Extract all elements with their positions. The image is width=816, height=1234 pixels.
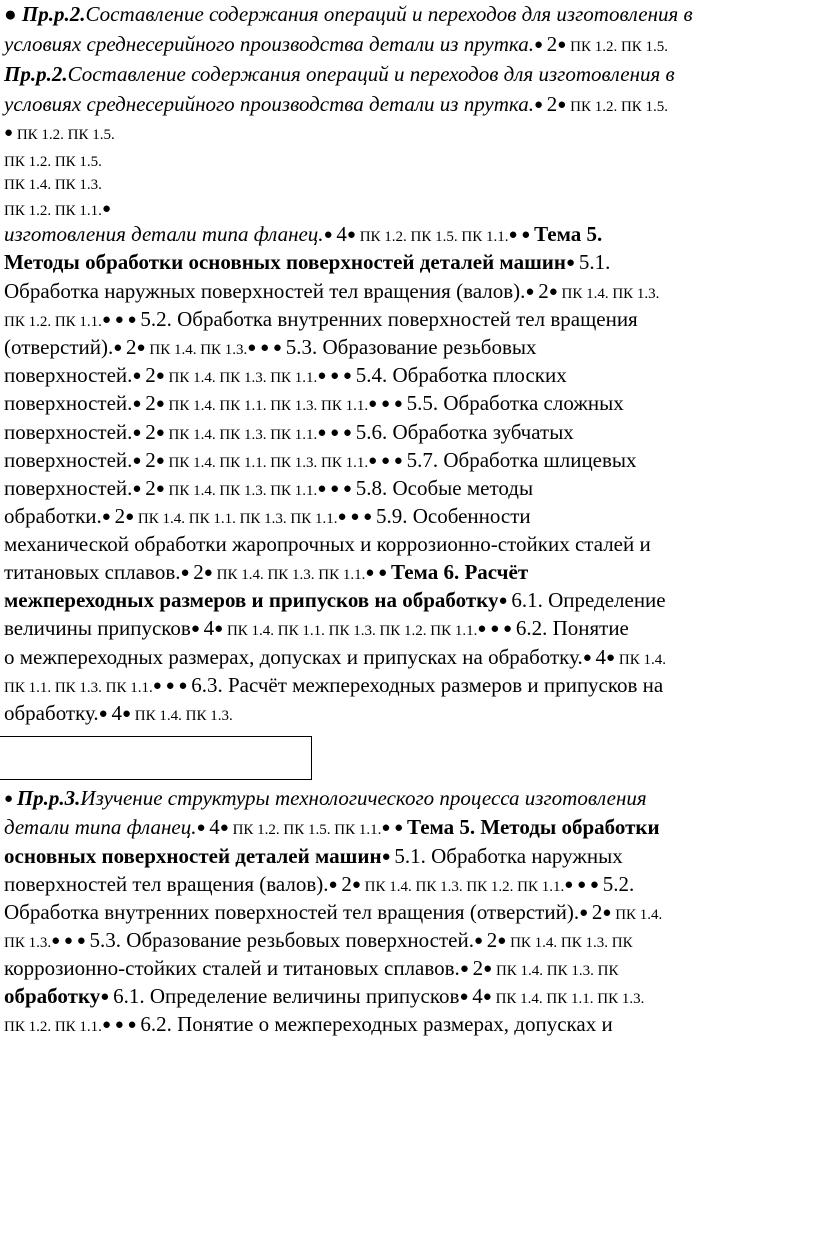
text-segment: 6.3. Расчёт межпереходных размеров и припусков на — [191, 673, 664, 697]
text-segment: 2 — [145, 391, 156, 415]
text-line — [4, 502, 531, 533]
bullet-icon: ● — [602, 905, 616, 921]
text-segment: 2 — [472, 956, 484, 980]
text-segment: Обработка внутренних поверхностей тел вращения (отверстий). — [4, 900, 580, 924]
text-segment: Методы обработки основных поверхностей деталей машин — [4, 250, 567, 274]
bullet-icon: ● — [579, 905, 592, 921]
text-segment: ПК 1.2. ПК 1.5. — [4, 154, 102, 170]
bullet-icon: ● — [100, 989, 114, 1005]
bullet-icon: ● — [557, 97, 571, 113]
text-segment: 5.3. Образование резьбовых поверхностей. — [89, 928, 474, 952]
bullet-icon: ● — [459, 961, 473, 977]
text-segment: ПК 1.2. ПК 1.5. — [570, 99, 669, 115]
text-line — [4, 90, 668, 121]
text-segment: межпереходных размеров и припусков на обработку — [4, 588, 499, 612]
bullet-icon: ● — [180, 565, 194, 581]
text-segment: ПК 1.4. ПК 1.3. ПК 1.1. — [168, 370, 318, 386]
text-segment: обработки. — [4, 504, 102, 528]
text-line — [4, 558, 528, 589]
text-line — [4, 614, 629, 645]
text-segment: 5.9. Особенности — [375, 504, 531, 528]
text-line — [4, 926, 633, 957]
bullet-icon: ● — [4, 125, 17, 141]
text-segment: ПК 1.4. ПК 1.3. — [134, 708, 233, 724]
text-segment: ПК 1.2. ПК 1.5. ПК 1.1. — [359, 229, 509, 245]
bullet-icon: ● ● ● — [317, 481, 356, 497]
text-segment: ПК 1.4. ПК 1.3. — [149, 342, 248, 358]
text-segment: 4 — [111, 701, 122, 725]
bullet-icon: ● — [155, 425, 169, 441]
text-segment: Тема 6. Расчёт — [391, 560, 529, 584]
text-segment: ПК 1.4. ПК 1.3. ПК 1.1. — [216, 567, 366, 583]
bullet-icon: ● — [473, 933, 487, 949]
text-line — [4, 446, 637, 477]
bullet-icon: ● — [482, 989, 496, 1005]
text-line — [4, 954, 618, 985]
text-line — [4, 277, 659, 308]
text-segment: ПК 1.2. ПК 1.1. — [4, 1019, 102, 1035]
text-segment: поверхностей. — [4, 363, 133, 387]
text-segment: 5.2. Обработка внутренних поверхностей тел вращения — [140, 307, 638, 331]
text-line — [4, 389, 624, 420]
bullet-icon: ● — [533, 37, 547, 53]
text-line — [4, 1010, 613, 1041]
text-segment: ПК 1.4. ПК 1.3. ПК 1.1. — [168, 427, 318, 443]
text-segment: титановых сплавов. — [4, 560, 181, 584]
bullet-icon: ● — [132, 368, 146, 384]
text-segment: 2 — [145, 448, 156, 472]
text-line — [4, 30, 668, 61]
bullet-icon: ● — [203, 565, 217, 581]
text-segment: обработку. — [4, 701, 99, 725]
text-segment: 5.7. Обработка шлицевых — [406, 448, 637, 472]
text-line — [4, 305, 638, 336]
empty-frame — [0, 736, 312, 780]
bullet-icon: ● ● ● — [337, 509, 376, 525]
text-line — [4, 474, 533, 505]
bullet-icon: ● — [196, 820, 210, 836]
text-segment: ПК 1.4. — [618, 652, 666, 668]
text-segment: 4 — [595, 645, 607, 669]
text-segment: ПК 1.4. ПК 1.1. ПК 1.3. ПК 1.1. — [137, 511, 338, 527]
text-segment: 5.1. — [578, 250, 611, 274]
bullet-icon: ● — [155, 368, 169, 384]
bullet-icon: ● ● ● — [51, 933, 90, 949]
bullet-icon: ● ● ● — [317, 368, 356, 384]
text-segment: 5.8. Особые методы — [355, 476, 534, 500]
text-segment: ПК 1.4. ПК 1.3. — [561, 286, 660, 302]
text-segment: 5.6. Обработка зубчатых — [355, 420, 574, 444]
bullet-icon: ● — [155, 396, 169, 412]
text-segment: ПК 1.4. ПК 1.1. ПК 1.3. ПК 1.1. — [168, 455, 369, 471]
bullet-icon: ● ● ● — [368, 396, 407, 412]
text-segment: 5.4. Обработка плоских — [355, 363, 567, 387]
text-line — [4, 813, 660, 844]
bullet-icon: ● — [582, 650, 596, 666]
text-line — [4, 870, 634, 901]
text-segment: 6.2. Понятие о межпереходных размерах, допусках и — [140, 1012, 613, 1036]
bullet-icon: ● — [497, 933, 511, 949]
text-segment: поверхностей. — [4, 476, 133, 500]
bullet-icon: ● — [525, 284, 539, 300]
text-line — [4, 643, 666, 674]
bullet-icon: ● — [155, 453, 169, 469]
text-line — [4, 530, 651, 558]
bullet-icon: ● — [381, 849, 395, 865]
bullet-icon: ● — [113, 340, 127, 356]
bullet-icon: ● ● — [508, 227, 535, 243]
text-segment: 2 — [538, 279, 549, 303]
bullet-icon: ● — [566, 255, 579, 271]
text-segment: 4 — [336, 222, 347, 246]
text-segment: обработку — [4, 984, 101, 1008]
text-line — [4, 784, 647, 815]
text-segment: ПК 1.4. ПК 1.1. ПК 1.3. ПК 1.1. — [168, 398, 369, 414]
text-segment: ПК 1.2. ПК 1.1. — [4, 314, 102, 330]
text-line — [4, 699, 233, 730]
text-line — [4, 982, 644, 1013]
bullet-icon: ● — [98, 706, 112, 722]
text-segment: поверхностей. — [4, 391, 133, 415]
text-segment: 5.3. Образование резьбовых — [285, 335, 537, 359]
text-segment: 5.2. — [602, 872, 635, 896]
text-segment: 2 — [126, 335, 137, 359]
text-line — [4, 333, 537, 364]
text-segment: ПК 1.2. ПК 1.5. ПК 1.1. — [232, 822, 382, 838]
bullet-icon: ● — [132, 481, 146, 497]
text-segment: 4 — [209, 815, 220, 839]
text-segment: условиях среднесерийного производства детали из прутка. — [4, 92, 534, 116]
text-segment: 2 — [341, 872, 352, 896]
bullet-icon: ● ● ● — [317, 425, 356, 441]
bullet-icon: ● — [125, 509, 138, 525]
text-segment: 2 — [193, 560, 204, 584]
text-segment: 6.1. Определение — [511, 588, 666, 612]
text-segment: Пр.р.2. — [4, 62, 68, 86]
text-line — [4, 220, 602, 251]
text-segment: ПК 1.4. ПК 1.3. ПК — [510, 935, 633, 951]
text-segment: ПК 1.2. ПК 1.5. — [570, 39, 669, 55]
text-segment: 2 — [486, 928, 498, 952]
bullet-icon: ● — [459, 989, 473, 1005]
bullet-icon: ● — [346, 227, 360, 243]
text-segment: ПК 1.4. ПК 1.3. ПК 1.2. ПК 1.1. — [364, 879, 565, 895]
text-line — [4, 248, 610, 279]
text-segment: механической обработки жаропрочных и коррозионно-стойких сталей и — [4, 532, 651, 556]
bullet-icon: ● — [136, 340, 150, 356]
text-segment: ПК 1.4. ПК 1.3. — [4, 177, 102, 193]
text-segment: 2 — [114, 504, 126, 528]
bullet-icon: ● ● — [381, 820, 407, 836]
text-segment: 2 — [591, 900, 603, 924]
text-segment: 4 — [472, 984, 483, 1008]
text-line — [4, 842, 623, 873]
text-segment: 5.1. Обработка наружных — [394, 844, 623, 868]
text-segment: ПК 1.4. — [615, 907, 663, 923]
text-segment: 5.5. Обработка сложных — [406, 391, 624, 415]
text-segment: 6.1. Определение величины припусков — [113, 984, 460, 1008]
bullet-icon: ● — [219, 820, 233, 836]
bullet-icon: ● — [351, 877, 365, 893]
text-segment: Обработка наружных поверхностей тел вращения (валов). — [4, 279, 526, 303]
bullet-icon: ● ● ● — [477, 621, 516, 637]
text-segment: ● Пр.р.2. — [4, 2, 86, 26]
text-line — [4, 586, 666, 617]
bullet-icon: ● — [101, 509, 115, 525]
text-segment: 4 — [203, 616, 215, 640]
bullet-icon: ● — [328, 877, 342, 893]
text-segment: основных поверхностей деталей машин — [4, 844, 382, 868]
text-segment: Изучение структуры технологического процесса изготовления — [80, 786, 647, 810]
bullet-icon: ● — [4, 791, 17, 807]
text-segment: 2 — [546, 92, 558, 116]
text-segment: ПК 1.2. ПК 1.5. — [16, 127, 115, 143]
text-segment: Составление содержания операций и переходов для изготовления в — [85, 2, 693, 26]
text-segment: ПК 1.4. ПК 1.3. ПК 1.1. — [168, 483, 318, 499]
text-segment: ПК 1.4. ПК 1.1. ПК 1.3. ПК 1.2. ПК 1.1. — [226, 623, 478, 639]
text-line — [4, 60, 675, 88]
text-line — [4, 418, 574, 449]
text-line — [4, 671, 663, 702]
text-segment: изготовления детали типа фланец. — [4, 222, 324, 246]
text-segment: 2 — [145, 476, 156, 500]
bullet-icon: ● — [155, 481, 169, 497]
bullet-icon: ● — [557, 37, 571, 53]
bullet-icon: ● ● ● — [101, 312, 141, 328]
text-line — [4, 898, 662, 929]
text-segment: поверхностей. — [4, 420, 133, 444]
text-segment: (отверстий). — [4, 335, 114, 359]
text-line — [4, 361, 567, 392]
text-segment: ПК 1.4. ПК 1.3. ПК — [495, 963, 619, 979]
text-segment: поверхностей. — [4, 448, 133, 472]
text-segment: ПК 1.2. ПК 1.1. — [4, 203, 102, 219]
text-segment: Составление содержания операций и переходов для изготовления в — [67, 62, 675, 86]
bullet-icon: ● ● ● — [564, 877, 603, 893]
bullet-icon: ● ● — [365, 565, 391, 581]
bullet-icon: ● — [533, 97, 547, 113]
bullet-icon: ● — [498, 593, 512, 609]
text-line — [4, 0, 693, 28]
bullet-icon: ● ● ● — [101, 1017, 141, 1033]
bullet-icon: ● ● ● — [152, 678, 192, 694]
text-segment: о межпереходных размерах, допусках и припусках на обработку. — [4, 645, 583, 669]
bullet-icon: ● — [132, 425, 146, 441]
text-segment: ПК 1.1. ПК 1.3. ПК 1.1. — [4, 680, 153, 696]
text-segment: Тема 5. — [534, 222, 603, 246]
bullet-icon: ● — [214, 621, 227, 637]
bullet-icon: ● — [101, 201, 111, 217]
text-segment: 2 — [145, 363, 156, 387]
bullet-icon: ● ● ● — [368, 453, 407, 469]
text-segment: Тема 5. Методы обработки — [406, 815, 660, 839]
bullet-icon: ● — [190, 621, 204, 637]
text-segment: 6.2. Понятие — [515, 616, 629, 640]
text-segment: ПК 1.4. ПК 1.1. ПК 1.3. — [495, 991, 645, 1007]
text-segment: величины припусков — [4, 616, 191, 640]
text-segment: 2 — [145, 420, 156, 444]
bullet-icon: ● — [483, 961, 496, 977]
text-segment: поверхностей тел вращения (валов). — [4, 872, 329, 896]
text-segment: Пр.р.3. — [16, 786, 81, 810]
bullet-icon: ● — [323, 227, 337, 243]
text-segment: коррозионно-стойких сталей и титановых сплавов. — [4, 956, 460, 980]
bullet-icon: ● — [121, 706, 135, 722]
bullet-icon: ● — [606, 650, 619, 666]
bullet-icon: ● — [132, 453, 146, 469]
text-segment: условиях среднесерийного производства детали из прутка. — [4, 32, 534, 56]
text-segment: ПК 1.3. — [4, 935, 52, 951]
bullet-icon: ● — [132, 396, 146, 412]
text-segment: детали типа фланец. — [4, 815, 197, 839]
bullet-icon: ● ● ● — [247, 340, 286, 356]
bullet-icon: ● — [548, 284, 562, 300]
text-segment: 2 — [546, 32, 558, 56]
